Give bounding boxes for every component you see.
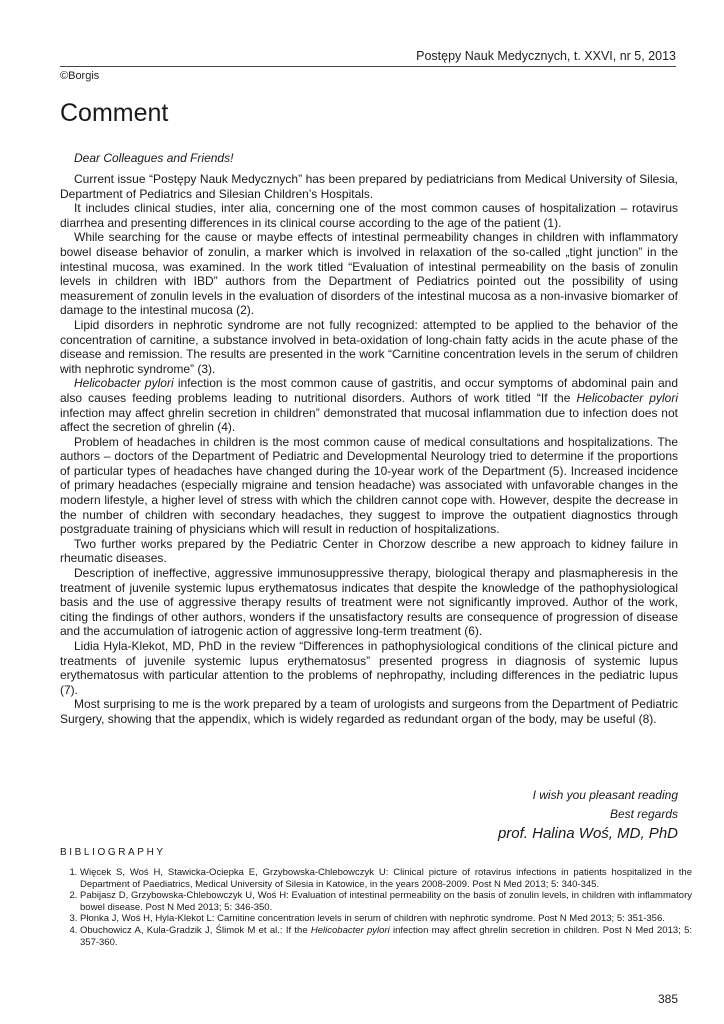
signoff-line-2: Best regards (609, 807, 678, 821)
bibliography-item: 1. Więcek S, Woś H, Stawicka-Ociepka E, Grzybowska-Chlebowczyk U: Clinical picture of rotavirus infections in patients hospitalized in the Department of Paediatrics, Medical University of Silesia in Katowice, in the years 2008-2009. Post N Med 2013; 5: 340-345. (80, 867, 692, 890)
signoff (498, 786, 678, 844)
paragraph-5-text-end: infection may affect ghrelin secretion in children” demonstrated that mucosal inflammation due to infection does not affect the secretion of ghrelin (4). (60, 405, 678, 435)
paragraph-2: It includes clinical studies, inter alia, concerning one of the most common causes of hospitalization – rotavirus diarrhea and presenting differences in its clinical course according to the age of the patient (1). (60, 201, 678, 230)
bibliography-item-4-text: Obuchowicz A, Kula-Gradzik J, Ślimok M et al.: If the (80, 924, 311, 936)
bibliography-heading: BIBLIOGRAPHY (60, 847, 166, 858)
page-title: Comment (60, 99, 169, 127)
paragraph-10: Most surprising to me is the work prepared by a team of urologists and surgeons from the Department of Pediatric Surgery, showing that the appendix, which is widely regarded as redundant organ of the body, may be useful (8). (60, 697, 678, 726)
paragraph-6: Problem of headaches in children is the most common cause of medical consultations and hospitalizations. The authors – doctors of the Department of Pediatric and Developmental Neurology tried to determine if the proportions of particular types of headaches have changed during the 10-year work of the Department (5). Increased incidence of primary headaches (especially migraine and tension headache) was associated with unfavorable changes in the modern lifestyle, a higher level of stress with which the children cannot cope with. However, despite the decrease in the number of children with secondary headaches, they suggest to improve the outpatient diagnostics through postgraduate training of physicians which will result in reduction of hospitalizations. (60, 434, 678, 537)
paragraph-7: Two further works prepared by the Pediatric Center in Chorzow describe a new approach to kidney failure in rheumatic diseases. (60, 536, 678, 566)
paragraph-5-italic-lead: Helicobacter pylori (74, 376, 174, 391)
journal-header: Postępy Nauk Medycznych, t. XXVI, nr 5, 2013 (416, 49, 676, 63)
paragraph-3: While searching for the cause or maybe effects of intestinal permeability changes in children with inflammatory bowel disease behavior of zonulin, a marker which is involved in relaxation of the so-called „tight junction” in the intestinal mucosa, was examined. In the work titled “Evaluation of intestinal permeability on the basis of zonulin levels in children with IBD” authors from the Department of Pediatrics pointed out the possibility of using measurement of zonulin levels in the evaluation of disorders of the intestinal mucosa as a non-invasive biomarker of damage to the intestinal mucosa (2). (60, 230, 678, 318)
header-rule (60, 66, 676, 67)
page-number: 385 (657, 992, 678, 1006)
paragraph-1: Current issue “Postępy Nauk Medycznych” has been prepared by pediatricians from Medical University of Silesia, Department of Pediatrics and Silesian Children’s Hospitals. (60, 172, 678, 201)
paragraph-5-text: infection is the most common cause of gastritis, and occur symptoms of abdominal pain and also causes feeding problems leading to nutritional disorders. Authors of work titled “If the (60, 376, 678, 405)
bibliography-item (80, 925, 692, 948)
paragraph-4: Lipid disorders in nephrotic syndrome are not fully recognized: attempted to be applied to the behavior of the concentration of carnitine, a substance involved in beta-oxidation of long-chain fatty acids in the acute phase of the disease and remission. The results are presented in the work “Carnitine concentration levels in the serum of children with nephrotic syndrome” (3). (60, 317, 678, 376)
paragraph-5 (60, 376, 678, 434)
salutation: Dear Colleagues and Friends! (74, 151, 234, 165)
signoff-author: prof. Halina Woś, MD, PhD (497, 825, 678, 842)
bibliography-item: 3. Płonka J, Woś H, Hyla-Klekot L: Carnitine concentration levels in serum of children with nephrotic syndrome. Post N Med 2013; 5: 351-356. (80, 913, 692, 925)
bibliography-item-4-italic: Helicobacter pylori (310, 924, 390, 936)
paragraph-5-italic-mid: Helicobacter pylori (576, 390, 678, 405)
bibliography-item-4-text-end: infection may affect ghrelin secretion in children. Post N Med 2013; 5: 357-360. (80, 924, 692, 948)
bibliography-item: 2. Pabijasz D, Grzybowska-Chlebowczyk U, Woś H: Evaluation of intestinal permeability on the basis of zonulin levels, in children with inflammatory bowel disease. Post N Med 2013; 5: 346-350. (80, 890, 692, 913)
signoff-line-1: I wish you pleasant reading (532, 788, 678, 802)
paragraph-8: Description of ineffective, aggressive immunosuppressive therapy, biological therapy and plasmapheresis in the treatment of juvenile systemic lupus erythematosus indicates that despite the knowledge of the pathophysiological basis and the use of aggressive therapy results of treatment were not significantly improved. Author of the work, citing the findings of other authors, wonders if the unsatisfactory results are consequence of progression of disease and the accumulation of iatrogenic action of aggressive long-term treatment (6). (60, 566, 678, 639)
copyright-notice: ©Borgis (60, 70, 100, 82)
bibliography-list (66, 867, 692, 948)
paragraph-9: Lidia Hyla-Klekot, MD, PhD in the review “Differences in pathophysiological conditions of the clinical picture and treatments of juvenile systemic lupus erythematosus” presented progress in diagnosis of systemic lupus erythematosus with particular attention to the problems of nephropathy, including differences in the pediatric lupus (7). (60, 639, 678, 697)
article-body (60, 172, 678, 727)
